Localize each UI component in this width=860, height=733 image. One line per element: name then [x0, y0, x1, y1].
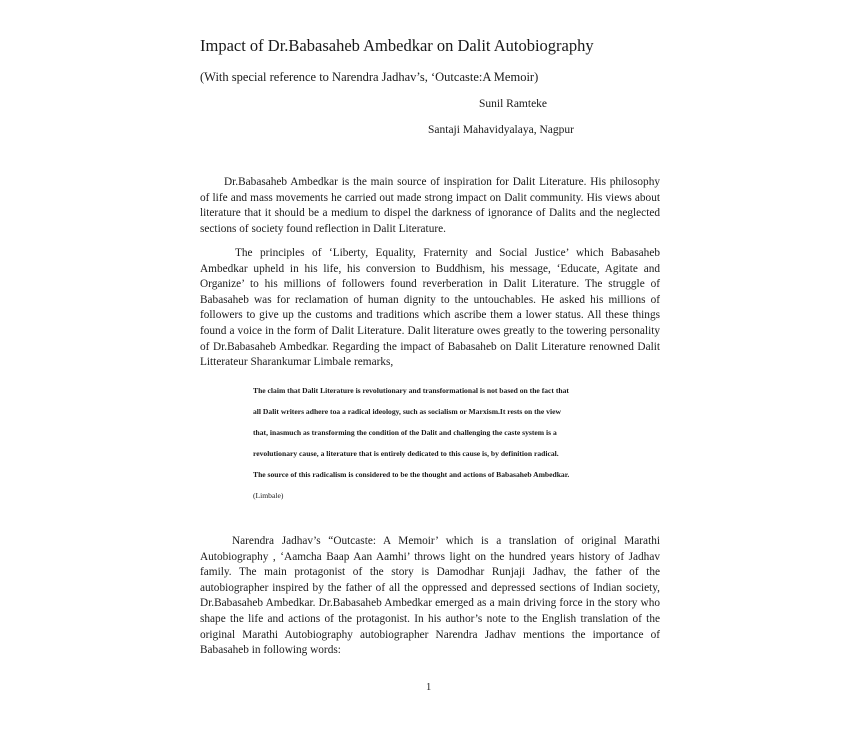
body-paragraph: Narendra Jadhav’s “Outcaste: A Memoir’ which is a translation of original Marathi Autobiography , ‘Aamcha Baap Aan Aamhi’ throws light on the hundred years history of Jadhav family. The main protagonist of the story is Damodhar Runjaji Jadhav, the father of the autobiographer inspired by the father of all the oppressed and depressed sections of Indian society, Dr.Babasaheb Ambedkar. Dr.Babasaheb Ambedkar emerged as a main driving force in the story who shape the life and actions of the protagonist. In his author’s note to the English translation of the original Marathi Autobiography autobiographer Narendra Jadhav mentions the importance of Babasaheb in following words: — [200, 535, 660, 657]
page-number: 1 — [426, 682, 432, 693]
quote-citation: (Limbale) — [253, 491, 284, 500]
quote-line: that, inasmuch as transforming the condition of the Dalit and challenging the caste system is a — [253, 428, 557, 437]
block-quote — [253, 380, 633, 506]
author-affiliation: Santaji Mahavidyalaya, Nagpur — [428, 124, 574, 136]
body-paragraph: Dr.Babasaheb Ambedkar is the main source of inspiration for Dalit Literature. His philosophy of life and mass movements he carried out made strong impact on Dalit community. His views about literature that it should be a medium to dispel the darkness of ignorance of Dalits and the neglected sections of society found reflection in Dalit Literature. — [200, 176, 660, 235]
quote-line: all Dalit writers adhere toa a radical ideology, such as socialism or Marxism.It rests on the view — [253, 407, 561, 416]
quote-line: revolutionary cause, a literature that is entirely dedicated to this cause is, by definition radical. — [253, 449, 559, 458]
author-name: Sunil Ramteke — [479, 98, 548, 110]
body-paragraph: The principles of ‘Liberty, Equality, Fraternity and Social Justice’ which Babasaheb Ambedkar upheld in his life, his conversion to Buddhism, his message, ‘Educate, Agitate and Organize’ to his millions of followers found reverberation in Dalit Literature. The struggle of Babasaheb was for reclamation of human dignity to the untouchables. He asked his millions of followers to give up the customs and traditions which ascribe them a lower status. All these things found a voice in the form of Dalit Literature. Dalit literature owes greatly to the towering personality of Dr.Babasaheb Ambedkar. Regarding the impact of Babasaheb on Dalit Literature renowned Dalit Litterateur Sharankumar Limbale remarks, — [200, 247, 660, 369]
paper-title: Impact of Dr.Babasaheb Ambedkar on Dalit Autobiography — [200, 36, 594, 55]
quote-line: The source of this radicalism is considered to be the thought and actions of Babasaheb Ambedkar. — [253, 470, 570, 479]
paper-subtitle: (With special reference to Narendra Jadhav’s, ‘Outcaste:A Memoir) — [200, 70, 539, 84]
quote-line: The claim that Dalit Literature is revolutionary and transformational is not based on the fact that — [253, 386, 569, 395]
